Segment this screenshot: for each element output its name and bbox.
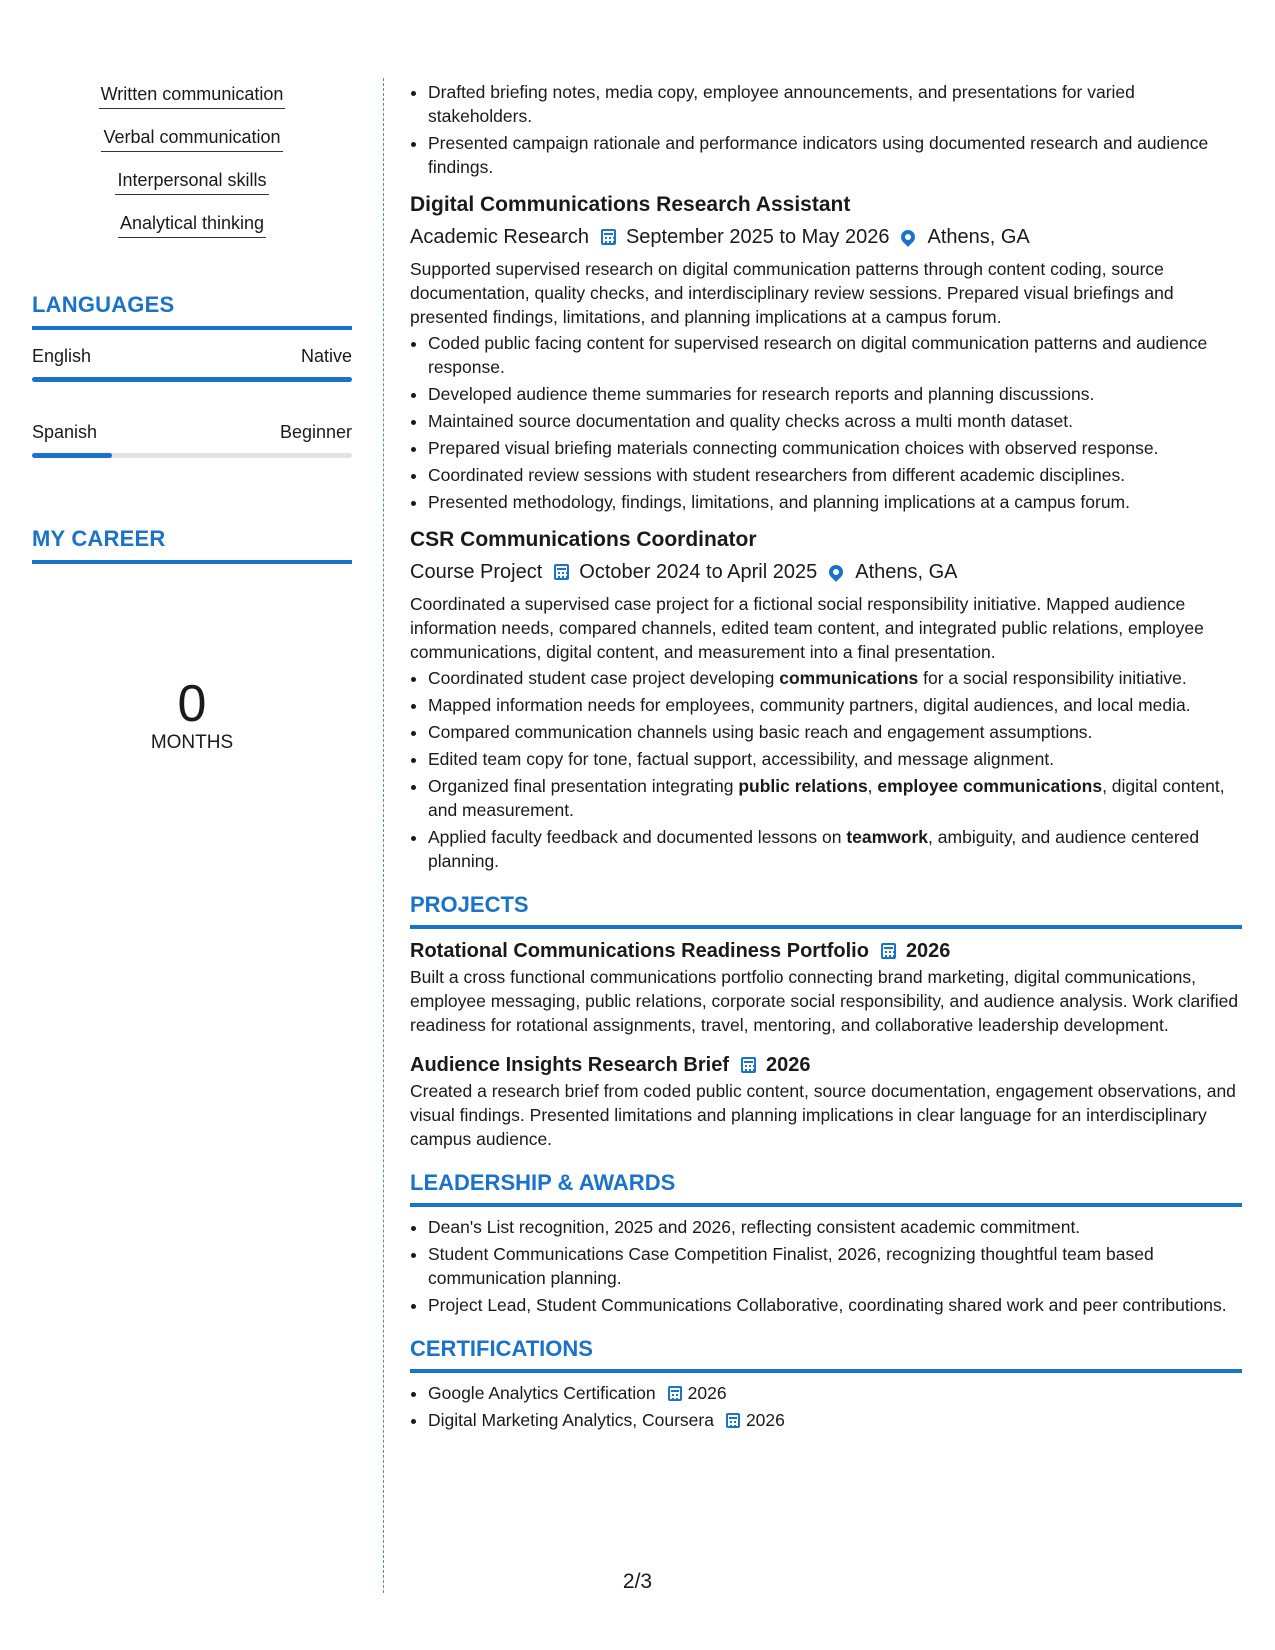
- language-bar-fill: [32, 377, 352, 382]
- certification-year: 2026: [687, 1383, 727, 1403]
- project-title-row: [410, 937, 1242, 965]
- language-row: [32, 346, 352, 367]
- list-item: • Prepared visual briefing materials connecting communication choices with observed response.: [428, 436, 1242, 460]
- job-bullets: [410, 666, 1242, 873]
- certification-name: • Digital Marketing Analytics, Coursera: [428, 1410, 714, 1430]
- project-title: Audience Insights Research Brief: [410, 1054, 729, 1076]
- job-dates: October 2024 to April 2025: [579, 561, 818, 583]
- project-title: Rotational Communications Readiness Portfolio: [410, 940, 869, 962]
- job-title: Digital Communications Research Assistant: [410, 193, 851, 216]
- calendar-icon: [554, 564, 569, 580]
- certification-year: 2026: [745, 1410, 785, 1430]
- project-year: 2026: [765, 1054, 811, 1076]
- list-item: • Mapped information needs for employees, community partners, digital audiences, and local media.: [428, 693, 1242, 717]
- language-bar: [32, 377, 352, 382]
- job-meta: [410, 558, 1242, 586]
- job-meta: [410, 223, 1242, 251]
- project-description: Created a research brief from coded public content, source documentation, engagement observations, and visual findings. Presented limitations and planning implications in clear language for an interdisciplinary campus audience.: [410, 1081, 1236, 1149]
- language-level: Beginner: [279, 422, 352, 442]
- heading-rule: [410, 1369, 1242, 1373]
- list-item: • Edited team copy for tone, factual support, accessibility, and message alignment.: [428, 747, 1242, 771]
- list-item: • Dean's List recognition, 2025 and 2026, reflecting consistent academic commitment.: [428, 1215, 1242, 1239]
- list-item: • Student Communications Case Competition Finalist, 2026, recognizing thoughtful team based communication planning.: [428, 1242, 1242, 1290]
- skill-item: Verbal communication: [32, 127, 352, 152]
- project-description: Built a cross functional communications portfolio connecting brand marketing, digital communications, employee messaging, public relations, corporate social responsibility, and audience analysis. Work clarified readiness for rotational assignments, travel, mentoring, and collaborative leadership development.: [410, 967, 1239, 1035]
- list-item: • Presented campaign rationale and performance indicators using documented research and audience findings.: [428, 131, 1242, 179]
- location-pin-icon: [899, 227, 919, 247]
- language-name: Spanish: [32, 422, 98, 442]
- list-item: [428, 1381, 1242, 1405]
- calendar-icon: [881, 943, 896, 959]
- leadership-list: [410, 1215, 1242, 1317]
- list-item: • Presented methodology, findings, limitations, and planning implications at a campus forum.: [428, 490, 1242, 514]
- certifications-list: [410, 1381, 1242, 1432]
- list-item: • Maintained source documentation and quality checks across a multi month dataset.: [428, 409, 1242, 433]
- job-description: Supported supervised research on digital communication patterns through content coding, source documentation, quality checks, and interdisciplinary review sessions. Prepared visual briefings and presented findings, limitations, and planning implications at a campus forum.: [410, 259, 1174, 327]
- job-org: Academic Research: [410, 226, 589, 248]
- language-level: Native: [300, 346, 352, 366]
- language-name: English: [32, 346, 92, 366]
- list-item: • Compared communication channels using basic reach and engagement assumptions.: [428, 720, 1242, 744]
- heading-rule: [410, 1203, 1242, 1207]
- list-item: • Coordinated review sessions with student researchers from different academic disciplines.: [428, 463, 1242, 487]
- list-item: • Organized final presentation integrating public relations, employee communications, digital content, and measurement.: [428, 774, 1242, 822]
- previous-job-bullets: [410, 80, 1242, 179]
- calendar-icon: [668, 1386, 682, 1401]
- page-number: 2/3: [622, 1570, 653, 1593]
- job-org: Course Project: [410, 561, 543, 583]
- career-months-value: 0: [177, 675, 207, 733]
- job-bullets: [410, 331, 1242, 514]
- projects-heading: PROJECTS: [410, 892, 529, 917]
- leadership-heading: LEADERSHIP & AWARDS: [410, 1170, 676, 1195]
- career-heading: MY CAREER: [32, 526, 166, 551]
- list-item: • Drafted briefing notes, media copy, employee announcements, and presentations for varied stakeholders.: [428, 80, 1242, 128]
- project-title-row: [410, 1051, 1242, 1079]
- list-item: • Developed audience theme summaries for research reports and planning discussions.: [428, 382, 1242, 406]
- language-row: [32, 422, 352, 443]
- list-item: • Project Lead, Student Communications Collaborative, coordinating shared work and peer contributions.: [428, 1293, 1242, 1317]
- skill-item: Analytical thinking: [32, 213, 352, 238]
- job-dates: September 2025 to May 2026: [625, 226, 890, 248]
- certification-name: • Google Analytics Certification: [428, 1383, 656, 1403]
- main-content: [410, 80, 1242, 1435]
- job-location: Athens, GA: [855, 561, 958, 583]
- column-divider: [383, 78, 384, 1593]
- job-title: CSR Communications Coordinator: [410, 528, 757, 551]
- list-item: • Coordinated student case project developing communications for a social responsibility initiative.: [428, 666, 1242, 690]
- career-months-unit: MONTHS: [150, 732, 234, 753]
- calendar-icon: [601, 229, 616, 245]
- language-bar-fill: [32, 453, 112, 458]
- languages-heading: LANGUAGES: [32, 292, 175, 317]
- heading-rule: [410, 925, 1242, 929]
- skill-item: Interpersonal skills: [32, 170, 352, 195]
- project-year: 2026: [905, 940, 951, 962]
- skill-item: Written communication: [32, 84, 352, 109]
- location-pin-icon: [826, 562, 846, 582]
- list-item: • Applied faculty feedback and documented lessons on teamwork, ambiguity, and audience centered planning.: [428, 825, 1242, 873]
- job-description: Coordinated a supervised case project for a fictional social responsibility initiative. Mapped audience information needs, compared channels, edited team content, and integrated public relations, employee communications, digital content, and measurement into a final presentation.: [410, 594, 1204, 662]
- job-location: Athens, GA: [927, 226, 1030, 248]
- language-bar: [32, 453, 352, 458]
- heading-rule: [32, 326, 352, 330]
- list-item: [428, 1408, 1242, 1432]
- calendar-icon: [741, 1057, 756, 1073]
- calendar-icon: [726, 1413, 740, 1428]
- list-item: • Coded public facing content for supervised research on digital communication patterns and audience response.: [428, 331, 1242, 379]
- sidebar: [32, 84, 352, 754]
- certifications-heading: CERTIFICATIONS: [410, 1336, 593, 1361]
